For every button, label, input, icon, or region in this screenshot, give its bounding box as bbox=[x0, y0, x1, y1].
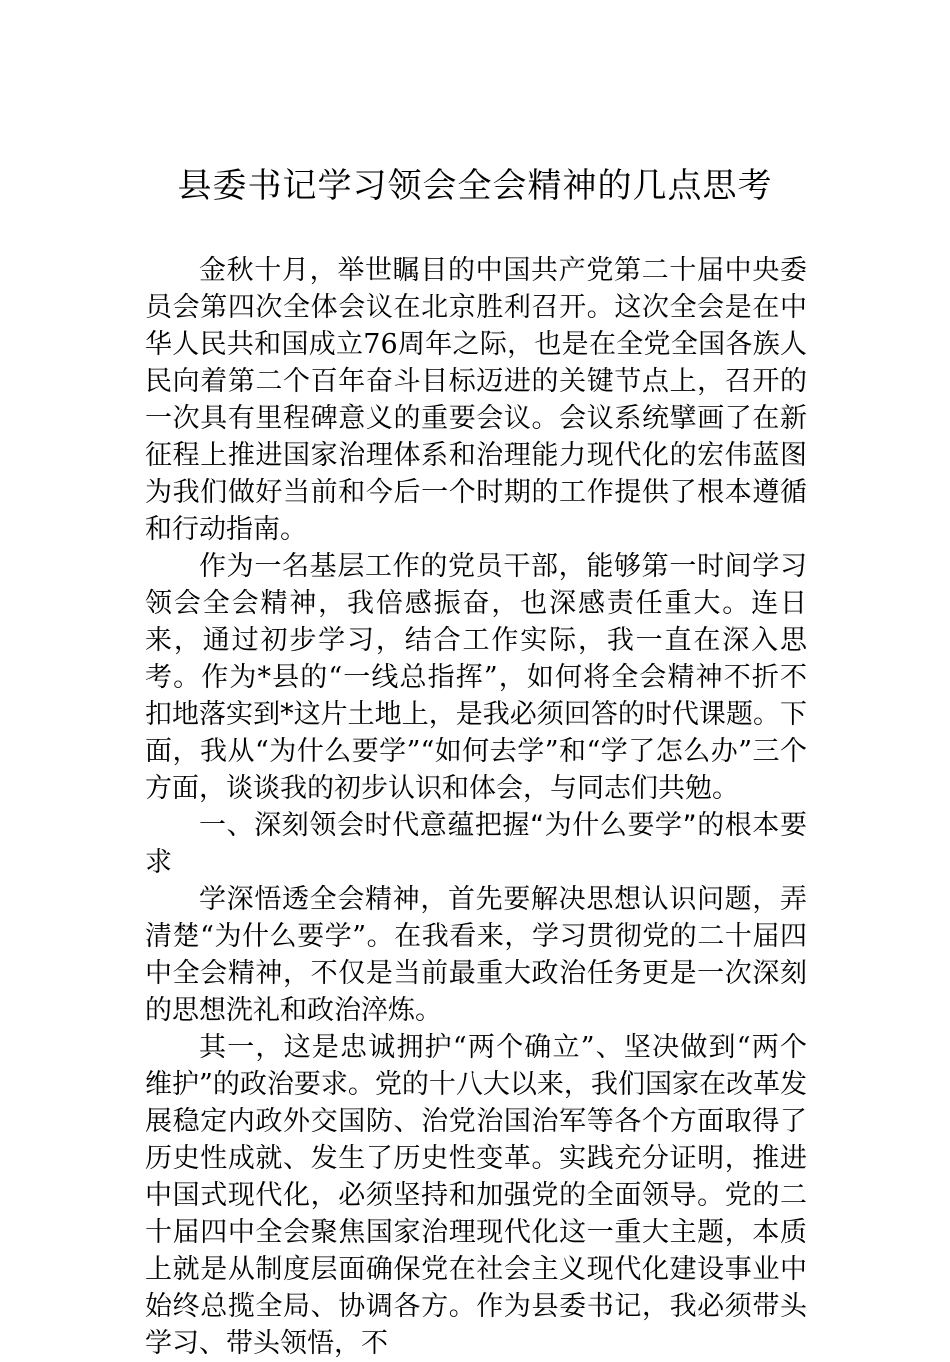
paragraph-section-1-intro: 学深悟透全会精神，首先要解决思想认识问题，弄清楚“为什么要学”。在我看来，学习贯彻党的二十届四中全会精神，不仅是当前最重大政治任务更是一次深刻的思想洗礼和政治淬炼。 bbox=[145, 884, 807, 1026]
document-title: 县委书记学习领会全会精神的几点思考 bbox=[177, 166, 773, 206]
section-heading-1: 一、深刻领会时代意蕴把握“为什么要学”的根本要求 bbox=[145, 810, 807, 878]
paragraph-point-1: 其一，这是忠诚拥护“两个确立”、坚决做到“两个维护”的政治要求。党的十八大以来，我们国家在改革发展稳定内政外交国防、治党治国治军等各个方面取得了历史性成就、发生了历史性变革。实践充分证明，推进中国式现代化，必须坚持和加强党的全面领导。党的二十届四中全会聚焦国家治理现代化这一重大主题，本质上就是从制度层面确保党在社会主义现代化建设事业中始终总揽全局、协调各方。作为县委书记，我必须带头学习、带头领悟，不 bbox=[145, 1032, 807, 1359]
document-body bbox=[145, 252, 807, 1362]
paragraph-context: 作为一名基层工作的党员干部，能够第一时间学习领会全会精神，我倍感振奋，也深感责任重大。连日来，通过初步学习，结合工作实际，我一直在深入思考。作为*县的“一线总指挥”，如何将全会精神不折不扣地落实到*这片土地上，是我必须回答的时代课题。下面，我从“为什么要学”“如何去学”和“学了怎么办”三个方面，谈谈我的初步认识和体会，与同志们共勉。 bbox=[145, 551, 807, 804]
paragraph-intro: 金秋十月，举世瞩目的中国共产党第二十届中央委员会第四次全体会议在北京胜利召开。这次全会是在中华人民共和国成立76周年之际，也是在全党全国各族人民向着第二个百年奋斗目标迈进的关键节点上，召开的一次具有里程碑意义的重要会议。会议系统擘画了在新征程上推进国家治理体系和治理能力现代化的宏伟蓝图为我们做好当前和今后一个时期的工作提供了根本遵循和行动指南。 bbox=[145, 255, 807, 545]
